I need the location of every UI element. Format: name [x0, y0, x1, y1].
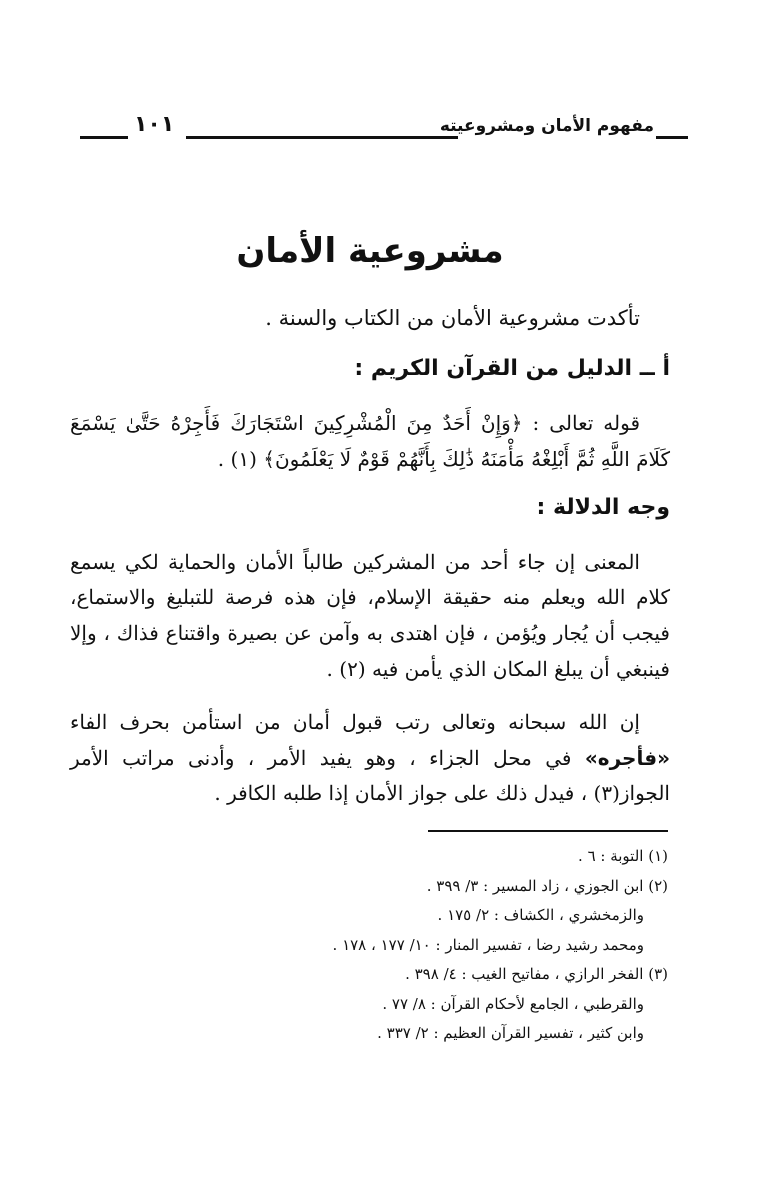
- ruling-paragraph: [70, 705, 670, 812]
- header-rule-middle: [186, 136, 458, 139]
- header-rule-left: [80, 136, 128, 139]
- ruling-part-1: إن الله سبحانه وتعالى رتب قبول أمان من استأمن بحرف الفاء: [70, 710, 640, 735]
- running-title: مفهوم الأمان ومشروعيته: [434, 116, 660, 136]
- footnote-line: (٢) ابن الجوزي ، زاد المسير : ٣/ ٣٩٩ .: [426, 876, 668, 895]
- intro-sentence: تأكدت مشروعية الأمان من الكتاب والسنة .: [265, 305, 640, 330]
- meaning-paragraph: المعنى إن جاء أحد من المشركين طالباً الأمان والحماية لكي يسمع كلام الله ويعلم منه حقيقة الإسلام، فإن هذه فرصة للتبليغ والاستماع، فيجب أن يُجار ويُؤمن ، فإن اهتدى به وآمن عن بصيرة واقتناع فذاك ، وإلا فينبغي أن يبلغ المكان الذي يأمن فيه (٢) .: [70, 549, 670, 681]
- footnote-separator: [428, 830, 668, 832]
- main-content: [70, 228, 670, 824]
- footnote-line: والزمخشري ، الكشاف : ٢/ ١٧٥ .: [437, 906, 644, 924]
- footnote-line: والقرطبي ، الجامع لأحكام القرآن : ٨/ ٧٧ .: [382, 994, 644, 1013]
- ruling-bold-word: «فأجره»: [584, 745, 670, 770]
- footnote-line: (١) التوبة : ٦ .: [578, 847, 668, 865]
- header-rule-right: [656, 136, 688, 139]
- ruling-part-2: في محل الجزاء ، وهو يفيد الأمر ، وأدنى مراتب الأمر الجواز(٣) ، فيدل ذلك على جواز الأمان إذا طلبه الكافر .: [70, 745, 670, 806]
- page-number: ١٠١: [128, 112, 180, 137]
- footnotes: [78, 842, 668, 1049]
- verse-footnote-ref: (١) .: [217, 446, 257, 471]
- quran-verse-paragraph: [70, 406, 670, 477]
- subheading-indication: وجه الدلالة :: [536, 494, 670, 520]
- section-title: مشروعية الأمان: [236, 231, 504, 271]
- subheading-quran-evidence: أ ــ الدليل من القرآن الكريم :: [354, 356, 670, 382]
- footnote-line: ومحمد رشيد رضا ، تفسير المنار : ١٠/ ١٧٧ ، ١٧٨ .: [332, 935, 644, 954]
- verse-lead: قوله تعالى :: [532, 411, 641, 436]
- footnote-line: (٣) الفخر الرازي ، مفاتيح الغيب : ٤/ ٣٩٨ .: [405, 965, 668, 983]
- verse-text: ﴿وَإِنْ أَحَدٌ مِنَ الْمُشْرِكِينَ اسْتَجَارَكَ فَأَجِرْهُ حَتَّىٰ يَسْمَعَ كَلَامَ اللَّهِ ثُمَّ أَبْلِغْهُ مَأْمَنَهُ ذَٰلِكَ بِأَنَّهُمْ قَوْمٌ لَا يَعْلَمُونَ﴾: [70, 411, 670, 471]
- running-header: [80, 112, 688, 152]
- footnote-line: وابن كثير ، تفسير القرآن العظيم : ٢/ ٣٣٧ .: [377, 1024, 644, 1042]
